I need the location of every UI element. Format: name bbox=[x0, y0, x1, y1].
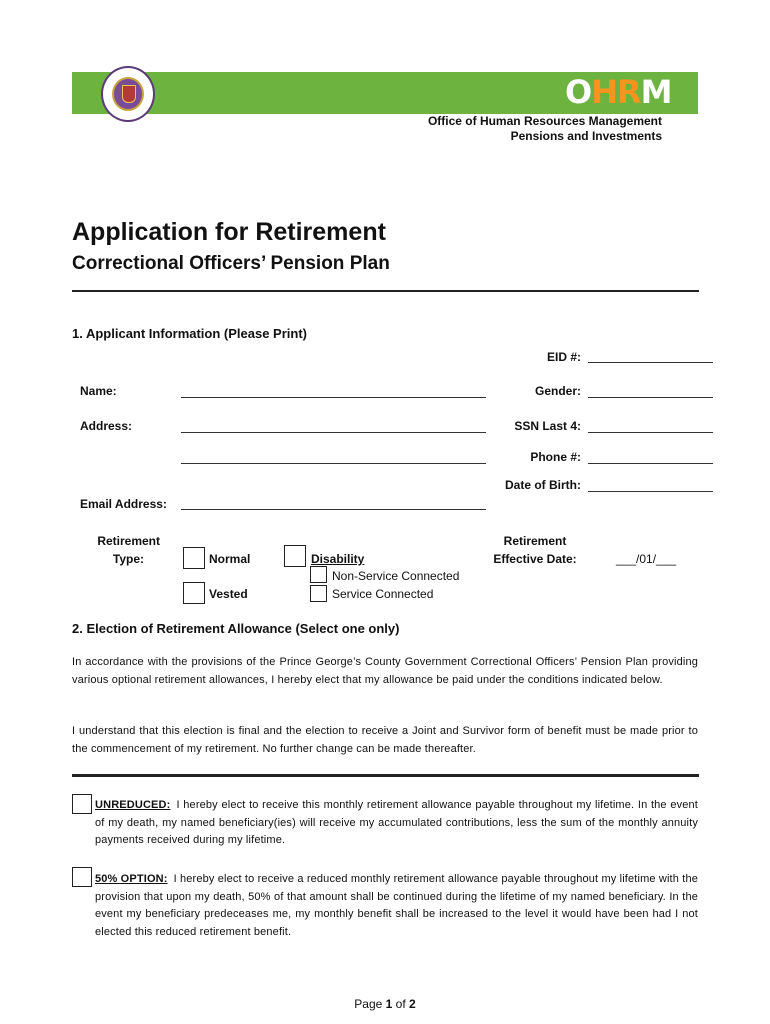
vested-checkbox[interactable] bbox=[183, 582, 205, 604]
county-seal-logo bbox=[101, 66, 155, 122]
gender-field[interactable] bbox=[588, 397, 713, 398]
page-title: Application for Retirement bbox=[72, 218, 386, 246]
seal-shield-icon bbox=[122, 85, 136, 103]
page-current: 1 bbox=[385, 997, 393, 1011]
page-subtitle: Correctional Officers’ Pension Plan bbox=[72, 253, 390, 274]
section-2-understanding-paragraph: I understand that this election is final and the election to receive a Joint and Survivor form of benefit must be made prior to the commencement of my retirement. No further change can be made thereafter. bbox=[72, 725, 698, 755]
eid-field[interactable] bbox=[588, 362, 713, 363]
gender-label: Gender: bbox=[534, 384, 581, 398]
name-field[interactable] bbox=[181, 397, 486, 398]
page-word: Page bbox=[354, 997, 383, 1011]
fifty-percent-option-text bbox=[95, 871, 698, 941]
page-total: 2 bbox=[409, 997, 416, 1011]
name-label: Name: bbox=[80, 384, 117, 398]
disability-label: Disability bbox=[311, 552, 365, 566]
office-line-2: Pensions and Investments bbox=[510, 129, 662, 143]
service-connected-label: Service Connected bbox=[332, 587, 434, 601]
fifty-percent-option-checkbox[interactable] bbox=[72, 867, 92, 887]
logo-letter-o: O bbox=[565, 73, 592, 111]
address-label: Address: bbox=[80, 419, 133, 433]
non-service-connected-label: Non-Service Connected bbox=[332, 569, 460, 583]
normal-checkbox[interactable] bbox=[183, 547, 205, 569]
effective-date-field[interactable]: ___/01/___ bbox=[616, 552, 677, 566]
retirement-type-label bbox=[80, 533, 160, 567]
ssn-label: SSN Last 4: bbox=[514, 419, 581, 433]
effective-date-label-line-2: Effective Date: bbox=[493, 552, 577, 566]
fifty-percent-option-key: 50% OPTION: bbox=[95, 873, 168, 885]
disability-checkbox[interactable] bbox=[284, 545, 306, 567]
effective-date-label-line-1: Retirement bbox=[503, 534, 567, 548]
address-field-line-2[interactable] bbox=[181, 463, 486, 464]
phone-label: Phone #: bbox=[530, 450, 581, 464]
office-line-1: Office of Human Resources Management bbox=[427, 114, 662, 128]
page-number bbox=[0, 996, 770, 1012]
dob-label: Date of Birth: bbox=[505, 478, 581, 492]
section-2-intro-paragraph: In accordance with the provisions of the Prince George’s County Government Correctional Officers’ Pension Plan providing various optional retirement allowances, I hereby elect that my allowance be paid under the conditions indicated below. bbox=[72, 656, 698, 686]
phone-field[interactable] bbox=[588, 463, 713, 464]
email-label: Email Address: bbox=[80, 497, 167, 511]
unreduced-option-key: UNREDUCED: bbox=[95, 799, 171, 811]
logo-letters-hr: HR bbox=[591, 73, 641, 111]
vested-label: Vested bbox=[209, 587, 248, 601]
logo-letter-m: M bbox=[640, 73, 672, 111]
title-divider bbox=[72, 290, 699, 292]
service-connected-checkbox[interactable] bbox=[310, 585, 327, 602]
non-service-connected-checkbox[interactable] bbox=[310, 566, 327, 583]
unreduced-checkbox[interactable] bbox=[72, 794, 92, 814]
address-field-line-1[interactable] bbox=[181, 432, 486, 433]
section-2-heading: 2. Election of Retirement Allowance (Select one only) bbox=[72, 621, 400, 636]
unreduced-option-description: I hereby elect to receive this monthly retirement allowance payable throughout my lifetime. In the event of my death, my named beneficiary(ies) will receive my accumulated contributions, less the sum of the monthly annuity payments received during my lifetime. bbox=[95, 799, 698, 846]
fifty-percent-option-description: I hereby elect to receive a reduced monthly retirement allowance payable throughout my lifetime with the provision that upon my death, 50% of that amount shall be continued during the lifetime of my named beneficiary. In the event my beneficiary predeceases me, my monthly benefit shall be increased to the level it would have been had I not elected this reduced retirement benefit. bbox=[95, 873, 698, 938]
office-name-block bbox=[428, 114, 662, 144]
eid-label: EID #: bbox=[546, 350, 581, 364]
seal-emblem bbox=[112, 77, 144, 111]
retirement-type-label-line-2: Type: bbox=[112, 552, 144, 566]
normal-label: Normal bbox=[209, 552, 251, 566]
dob-field[interactable] bbox=[588, 491, 713, 492]
ohrm-logo bbox=[565, 74, 671, 110]
page-of: of bbox=[395, 997, 406, 1011]
section-1-heading: 1. Applicant Information (Please Print) bbox=[72, 326, 307, 341]
email-field[interactable] bbox=[181, 509, 486, 510]
unreduced-option-text bbox=[95, 797, 698, 850]
retirement-type-label-line-1: Retirement bbox=[97, 534, 160, 548]
section-2-divider bbox=[72, 774, 699, 777]
effective-date-label bbox=[480, 533, 590, 567]
ssn-field[interactable] bbox=[588, 432, 713, 433]
